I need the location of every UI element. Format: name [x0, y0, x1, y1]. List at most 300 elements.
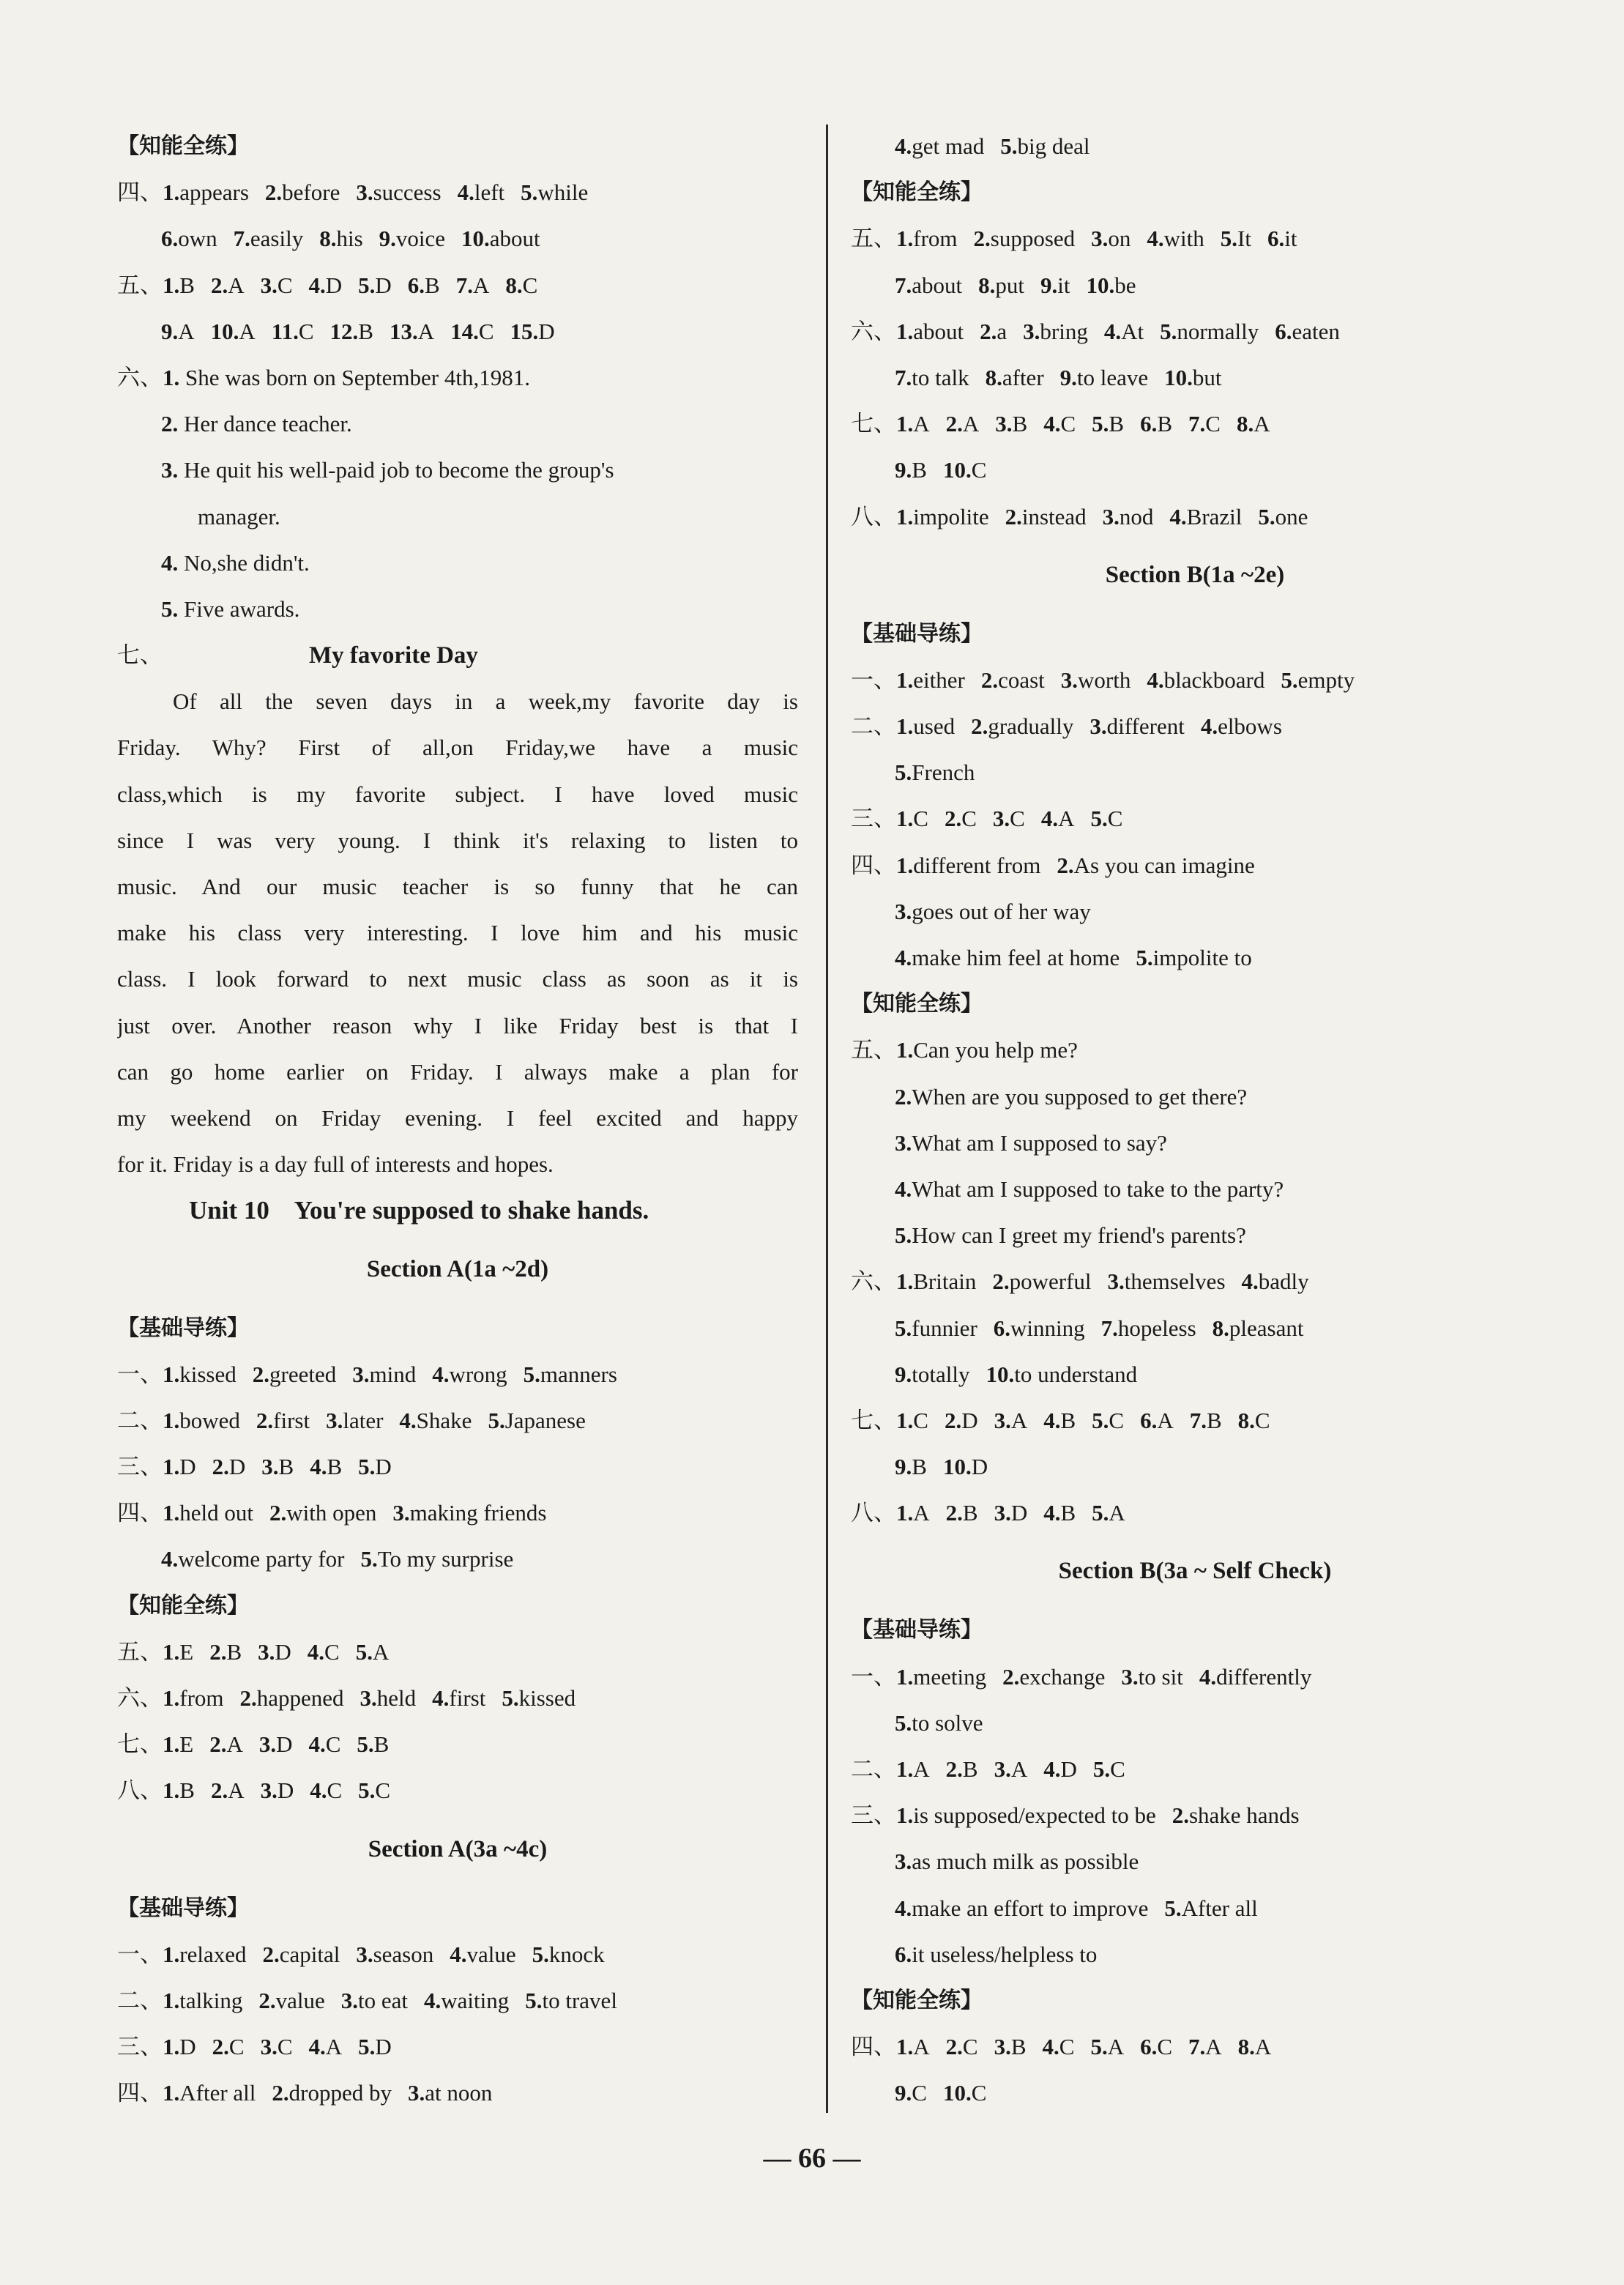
answer-item — [488, 1408, 585, 1433]
answer-number: 3. — [161, 457, 179, 483]
answer-number: 8. — [505, 272, 523, 298]
answer-number: 5. — [895, 1315, 912, 1341]
answer-number: 5. — [895, 1222, 912, 1249]
answer-item — [163, 1454, 196, 1479]
answer-number: 2. — [256, 1407, 274, 1433]
answer-item — [525, 1988, 617, 2013]
answer-number: 5. — [1258, 503, 1275, 530]
answer-item — [1000, 133, 1090, 159]
answer-item — [945, 806, 977, 831]
answer-item — [896, 1756, 930, 1782]
answer-text: relaxed — [179, 1941, 247, 1967]
answer-number: 6. — [993, 1315, 1011, 1341]
answer-number: 4. — [161, 549, 179, 576]
answer-item — [211, 272, 245, 298]
answer-line — [851, 888, 1539, 935]
answer-number: 4. — [1147, 226, 1164, 252]
answer-item — [1238, 1408, 1270, 1433]
answer-number: 10. — [942, 457, 972, 483]
answer-number: 4. — [895, 1175, 912, 1202]
answer-item — [163, 2080, 256, 2106]
section-header: 【知能全练】 — [851, 179, 983, 206]
answer-item — [895, 1454, 927, 1479]
answer-text: C — [971, 2080, 987, 2106]
answer-text: manager. — [198, 503, 280, 530]
section-label: 一、 — [851, 666, 896, 693]
answer-item — [390, 319, 434, 344]
answer-text: C — [913, 806, 928, 832]
answer-line — [117, 1675, 798, 1721]
answer-item — [360, 1546, 513, 1572]
answer-item — [992, 1268, 1091, 1294]
answer-number: 1. — [163, 1941, 180, 1967]
answer-text: gradually — [988, 713, 1074, 740]
section-label: 六、 — [851, 1268, 896, 1295]
answer-number: 1. — [896, 852, 914, 878]
answer-item — [895, 1176, 1284, 1202]
answer-item — [946, 2034, 978, 2059]
answer-item — [986, 365, 1044, 390]
answer-item — [209, 1731, 243, 1757]
section-label: 七、 — [851, 1407, 896, 1433]
answer-item — [971, 713, 1073, 739]
answer-number: 5. — [1000, 133, 1018, 159]
answer-number: 5. — [895, 759, 912, 786]
answer-number: 3. — [1121, 1663, 1139, 1690]
answer-text: Her dance teacher. — [184, 411, 352, 437]
answer-item — [358, 1777, 390, 1803]
answer-item — [995, 411, 1027, 436]
answer-text: What am I supposed to take to the party? — [912, 1175, 1284, 1202]
answer-item — [896, 1268, 976, 1294]
answer-item — [163, 1361, 236, 1387]
answer-item — [432, 1685, 485, 1711]
section-label: 二、 — [117, 1987, 163, 2013]
answer-text: shake hands — [1188, 1802, 1300, 1829]
answer-item — [1043, 1500, 1076, 1526]
answer-number: 7. — [233, 226, 250, 252]
answer-number: 1. — [163, 1407, 180, 1433]
answer-item — [272, 2080, 392, 2106]
answer-text: C — [1205, 411, 1221, 437]
answer-item — [326, 1408, 383, 1433]
answer-text: with — [1163, 226, 1204, 252]
answer-text: B — [373, 1731, 390, 1758]
unit-title: Unit 10 You're supposed to shake hands. — [189, 1196, 649, 1225]
answer-item — [240, 1685, 344, 1711]
answer-item — [356, 1639, 390, 1665]
answer-number: 2. — [209, 1638, 227, 1665]
answer-item — [163, 179, 249, 205]
answer-text: different from — [913, 852, 1041, 878]
answer-text: badly — [1258, 1268, 1309, 1295]
answer-line — [851, 1490, 1539, 1536]
answer-number: 6. — [1140, 1407, 1158, 1433]
answer-item — [1092, 411, 1124, 436]
answer-number: 4. — [895, 945, 912, 970]
answer-number: 3. — [992, 806, 1010, 832]
answer-number: 2. — [161, 411, 179, 437]
answer-item — [1160, 319, 1259, 344]
answer-text: a — [997, 318, 1007, 344]
answer-number: 3. — [392, 1500, 410, 1526]
answer-text: D — [1010, 1500, 1028, 1526]
answer-text: while — [537, 179, 589, 206]
answer-text: A — [178, 318, 195, 344]
section-label: 六、 — [117, 1685, 163, 1711]
answer-text: to solve — [912, 1709, 983, 1736]
answer-item — [895, 1849, 1139, 1874]
answer-number: 2. — [262, 1941, 280, 1967]
answer-text: What am I supposed to say? — [912, 1129, 1167, 1156]
answer-item — [896, 504, 989, 530]
answer-number: 8. — [1236, 411, 1254, 437]
answer-line — [851, 1212, 1539, 1258]
answer-item — [352, 1361, 416, 1387]
answer-number: 10. — [942, 1454, 972, 1480]
answer-item — [895, 2080, 927, 2106]
column-divider — [826, 125, 828, 2113]
answer-item — [261, 2034, 293, 2059]
answer-text: elbows — [1218, 713, 1282, 740]
essay-line: class. I look forward to next music class as soon as it is — [117, 966, 798, 992]
answer-item — [1101, 1315, 1196, 1341]
answer-text: success — [373, 179, 442, 206]
answer-item — [309, 2034, 343, 2059]
answer-item — [895, 272, 962, 298]
answer-text: get mad — [912, 133, 985, 159]
section-label: 一、 — [117, 1361, 163, 1387]
answer-item — [1057, 852, 1254, 878]
answer-text: C — [228, 2034, 245, 2060]
answer-text: kissed — [518, 1685, 576, 1711]
answer-number: 1. — [163, 179, 180, 206]
answer-number: 10. — [1164, 364, 1193, 390]
answer-text: D — [275, 1638, 291, 1665]
answer-number: 8. — [319, 226, 337, 252]
answer-number: 1. — [896, 226, 914, 252]
answer-number: 2. — [980, 318, 997, 344]
answer-text: to leave — [1076, 364, 1149, 390]
answer-number: 1. — [896, 1407, 914, 1433]
answer-number: 7. — [455, 272, 473, 298]
answer-number: 1. — [896, 1756, 914, 1782]
answer-text: C — [522, 272, 538, 298]
answer-text: C — [961, 806, 977, 832]
section-label: 四、 — [117, 1500, 163, 1526]
answer-line — [117, 215, 798, 261]
answer-number: 5. — [1092, 1407, 1109, 1433]
answer-item — [163, 1639, 193, 1665]
answer-text: B — [179, 1777, 195, 1804]
answer-text: A — [1109, 1500, 1125, 1526]
answer-number: 2. — [944, 806, 962, 832]
answer-number: 5. — [161, 595, 179, 622]
answer-number: 2. — [239, 1685, 257, 1711]
answer-text: either — [913, 666, 965, 693]
answer-item — [456, 272, 490, 298]
answer-line — [851, 1397, 1539, 1444]
answer-text: big deal — [1017, 133, 1090, 159]
answer-line — [851, 1654, 1539, 1700]
answer-number: 9. — [895, 457, 912, 483]
answer-number: 6. — [1275, 318, 1292, 344]
answer-item — [1060, 365, 1149, 390]
answer-number: 13. — [389, 318, 418, 344]
answer-text: first — [273, 1407, 310, 1433]
answer-line — [117, 1629, 798, 1675]
answer-number: 3. — [352, 1361, 370, 1387]
answer-text: Japanese — [504, 1407, 586, 1433]
answer-line — [117, 354, 798, 401]
left-column — [117, 123, 798, 2117]
section-label: 六、 — [851, 318, 896, 344]
answer-item — [1086, 272, 1136, 298]
answer-item — [896, 852, 1040, 878]
answer-text: impolite — [913, 503, 989, 530]
answer-item — [946, 411, 980, 436]
answer-item — [253, 1361, 336, 1387]
answer-line — [851, 657, 1539, 703]
answer-number: 2. — [1172, 1802, 1189, 1829]
answer-number: 1. — [896, 2034, 914, 2060]
answer-item — [161, 550, 310, 576]
answer-number: 3. — [360, 1685, 377, 1711]
answer-text: make him feel at home — [912, 945, 1120, 970]
section-header: 【知能全练】 — [851, 1987, 983, 2013]
answer-number: 3. — [994, 2034, 1011, 2060]
answer-number: 5. — [1281, 666, 1298, 693]
answer-number: 5. — [895, 1709, 912, 1736]
answer-text: manners — [540, 1361, 617, 1387]
answer-item — [161, 596, 299, 622]
answer-item — [161, 457, 614, 483]
answer-number: 1. — [163, 364, 180, 390]
page-number: — 66 — — [763, 2143, 861, 2174]
section-label: 二、 — [851, 713, 896, 740]
answer-item — [450, 319, 493, 344]
answer-number: 10. — [1086, 272, 1115, 298]
answer-number: 5. — [1220, 226, 1238, 252]
answer-text: Shake — [416, 1407, 472, 1433]
answer-text: meeting — [913, 1663, 987, 1690]
answer-text: C — [298, 318, 314, 344]
answer-item — [163, 1731, 193, 1757]
answer-item — [1092, 1500, 1125, 1526]
answer-text: held out — [179, 1500, 253, 1526]
answer-item — [163, 1988, 242, 2013]
answer-text: after — [1002, 364, 1044, 390]
answer-item — [1140, 1408, 1174, 1433]
answer-item — [1164, 365, 1221, 390]
answer-item — [399, 1408, 472, 1433]
answer-text: A — [1058, 806, 1075, 832]
answer-line — [851, 123, 1539, 169]
essay-line: can go home earlier on Friday. I always make a plan for — [117, 1058, 798, 1085]
section-label: 三、 — [117, 1454, 163, 1480]
answer-number: 4. — [1199, 1663, 1217, 1690]
answer-number: 3. — [895, 898, 912, 924]
answer-number: 2. — [1002, 1663, 1020, 1690]
answer-item — [1172, 1802, 1300, 1828]
answer-number: 4. — [1200, 713, 1218, 740]
answer-text: about — [912, 272, 963, 298]
answer-number: 2. — [945, 1756, 963, 1782]
answer-text: A — [913, 411, 930, 437]
answer-number: 1. — [896, 1802, 914, 1829]
answer-item — [262, 1942, 340, 1967]
answer-item — [502, 1685, 576, 1711]
section-label: 四、 — [851, 2034, 896, 2060]
answer-number: 2. — [252, 1361, 269, 1387]
answer-text: D — [971, 1454, 988, 1480]
answer-item — [895, 133, 984, 159]
answer-item — [1164, 1895, 1257, 1921]
answer-item — [1147, 667, 1264, 693]
answer-text: nod — [1119, 503, 1154, 530]
answer-text: on — [1108, 226, 1131, 252]
answer-number: 4. — [432, 1685, 450, 1711]
answer-line — [851, 795, 1539, 841]
answer-item — [994, 1500, 1028, 1526]
answer-item — [258, 1639, 291, 1665]
answer-item — [356, 179, 441, 205]
answer-text: A — [913, 1756, 930, 1782]
answer-text: waiting — [441, 1987, 510, 2013]
answer-number: 2. — [971, 713, 988, 740]
answer-number: 4. — [399, 1407, 417, 1433]
answer-item — [1061, 667, 1131, 693]
section-label: 四、 — [117, 179, 163, 206]
answer-number: 2. — [980, 666, 999, 693]
answer-line — [117, 308, 798, 354]
answer-item — [946, 1756, 978, 1782]
answer-item — [163, 1408, 240, 1433]
answer-number: 3. — [895, 1849, 912, 1875]
answer-text: B — [327, 1454, 343, 1480]
section-label: 四、 — [117, 2080, 163, 2106]
answer-item — [310, 1777, 342, 1803]
answer-number: 1. — [896, 713, 914, 740]
answer-item — [256, 1408, 310, 1433]
answer-item — [1267, 226, 1297, 251]
answer-number: 4. — [308, 1731, 326, 1758]
answer-text: C — [1107, 806, 1123, 832]
answer-number: 1. — [896, 1500, 914, 1526]
answer-number: 3. — [1060, 666, 1079, 693]
answer-text: it — [1284, 226, 1297, 252]
essay-line: just over. Another reason why I like Friday best is that I — [117, 1012, 798, 1039]
answer-text: B — [962, 1500, 978, 1526]
answer-text: kissed — [179, 1361, 236, 1387]
answer-number: 10. — [461, 226, 490, 252]
section-label: 四、 — [851, 852, 896, 878]
answer-number: 4. — [1043, 411, 1061, 437]
answer-text: C — [971, 457, 987, 483]
answer-item — [357, 1731, 389, 1757]
answer-text: A — [962, 411, 980, 437]
answer-number: 3. — [340, 1987, 358, 2013]
answer-item — [521, 179, 588, 205]
answer-text: empty — [1297, 666, 1355, 693]
answer-item — [330, 319, 373, 344]
answer-number: 4. — [310, 1454, 327, 1480]
section-label: 七、 — [851, 411, 896, 437]
answer-text: from — [913, 226, 958, 252]
answer-text: A — [228, 1777, 245, 1804]
answer-number: 14. — [450, 318, 479, 344]
answer-line — [117, 1536, 798, 1582]
answer-item — [1242, 1268, 1309, 1294]
answer-item — [209, 1639, 242, 1665]
answer-item — [1104, 319, 1144, 344]
answer-number: 8. — [1237, 1407, 1255, 1433]
answer-text: D — [538, 318, 555, 344]
answer-item — [261, 272, 293, 298]
answer-number: 12. — [329, 318, 359, 344]
section-label: 六、 — [117, 364, 163, 390]
answer-number: 3. — [258, 1638, 275, 1665]
answer-number: 2. — [945, 2034, 963, 2060]
answer-item — [261, 1454, 294, 1479]
answer-item — [896, 319, 964, 344]
answer-item — [1092, 1408, 1124, 1433]
answer-text: A — [1157, 1407, 1174, 1433]
answer-item — [510, 319, 555, 344]
answer-number: 5. — [360, 1546, 378, 1572]
answer-text: exchange — [1019, 1663, 1106, 1690]
answer-line — [117, 2024, 798, 2070]
answer-text: with open — [286, 1500, 377, 1526]
answer-number: 1. — [163, 1454, 180, 1480]
answer-line — [117, 1767, 798, 1813]
answer-number: 9. — [895, 1454, 912, 1480]
answer-text: easily — [250, 226, 304, 252]
answer-text: B — [912, 457, 927, 483]
answer-number: 3. — [1107, 1268, 1125, 1295]
section-header: 【基础导练】 — [117, 1315, 249, 1341]
answer-item — [1238, 2034, 1272, 2059]
answer-number: 5. — [532, 1941, 549, 1967]
answer-item — [161, 1546, 344, 1572]
answer-number: 1. — [163, 1638, 180, 1665]
answer-item — [212, 2034, 245, 2059]
answer-number: 5. — [358, 1454, 376, 1480]
answer-item — [895, 1315, 977, 1341]
section-label: 五、 — [851, 226, 896, 252]
answer-item — [1090, 806, 1122, 831]
answer-item — [1002, 1664, 1105, 1690]
answer-item — [211, 319, 256, 344]
answer-number: 3. — [258, 1731, 277, 1758]
section-header: 【知能全练】 — [117, 1592, 249, 1619]
answer-text: After all — [179, 2080, 256, 2106]
answer-text: B — [1012, 411, 1028, 437]
answer-item — [1093, 1756, 1125, 1782]
answer-line — [117, 494, 798, 540]
answer-text: greeted — [269, 1361, 337, 1387]
answer-text: different — [1106, 713, 1185, 740]
answer-text: hopeless — [1117, 1315, 1196, 1341]
section-label: 一、 — [851, 1663, 896, 1690]
answer-text: A — [913, 1500, 930, 1526]
answer-text: as much milk as possible — [912, 1849, 1139, 1875]
essay-line: class,which is my favorite subject. I have loved music — [117, 781, 798, 807]
answer-number: 8. — [1212, 1315, 1229, 1341]
answer-item — [532, 1942, 605, 1967]
answer-number: 6. — [1140, 411, 1158, 437]
answer-text: B — [358, 318, 373, 344]
